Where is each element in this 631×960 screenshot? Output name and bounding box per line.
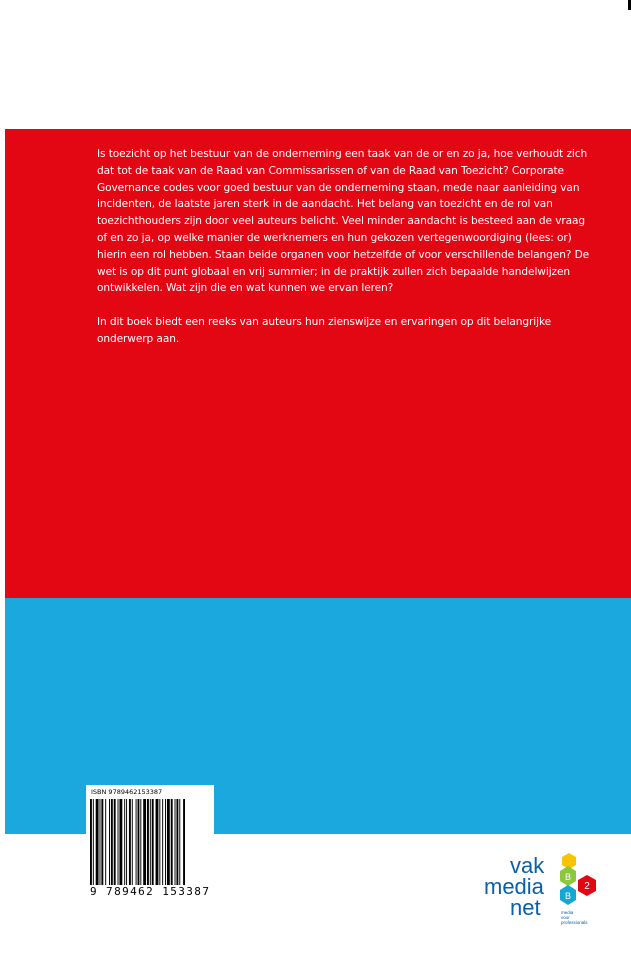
barcode	[86, 785, 214, 898]
barcode-digits: 9 789462 153387	[90, 885, 211, 898]
blurb-paragraph-1: Is toezicht op het bestuur van de onderneming een taak van de or en zo ja, hoe verhoudt zich dat tot de taak van de Raad van Commissarissen of van de Raad van Toezicht? Corporate Governance codes voor goed bestuur van de onderneming staan, mede naar aanleiding van incidenten, de laatste jaren sterk in de aandacht. Het belang van toezicht en de rol van toezichthouders zijn door veel auteurs belicht. Veel minder aandacht is besteed aan de vraag of en zo ja, op welke manier de werknemers en hun gekozen vertegenwoordiging (lees: or) hierin een rol hebben. Staan beide organen voor hetzelfde of voor verschillende belangen? De wet is op dit punt globaal en vrij summier; in de praktijk zullen zich bepaalde handelwijzen ontwikkelen. Wat zijn die en wat kunnen we ervan leren?	[97, 148, 590, 295]
vakmedianet-logo	[482, 848, 607, 933]
back-cover-blurb	[97, 146, 597, 365]
logo-hex-yellow	[562, 853, 576, 869]
barcode-bars	[90, 799, 210, 885]
logo-tagline-2: voor	[561, 915, 570, 920]
isbn-label: ISBN 9789462153387	[91, 788, 163, 796]
logo-word-net: net	[510, 895, 541, 920]
logo-hex-number-2: 2	[584, 881, 590, 892]
logo-hex-letter-b-2: B	[564, 891, 572, 901]
blurb-paragraph-2: In dit boek biedt een reeks van auteurs hun zienswijze en ervaringen op dit belangrijke onderwerp aan.	[97, 316, 552, 345]
logo-word-vak: vak	[510, 853, 545, 878]
logo-tagline-1: media	[561, 910, 574, 915]
logo-word-media: media	[484, 874, 544, 899]
logo-tagline-3: professionals	[561, 920, 588, 925]
logo-hex-letter-b: B	[564, 872, 572, 882]
